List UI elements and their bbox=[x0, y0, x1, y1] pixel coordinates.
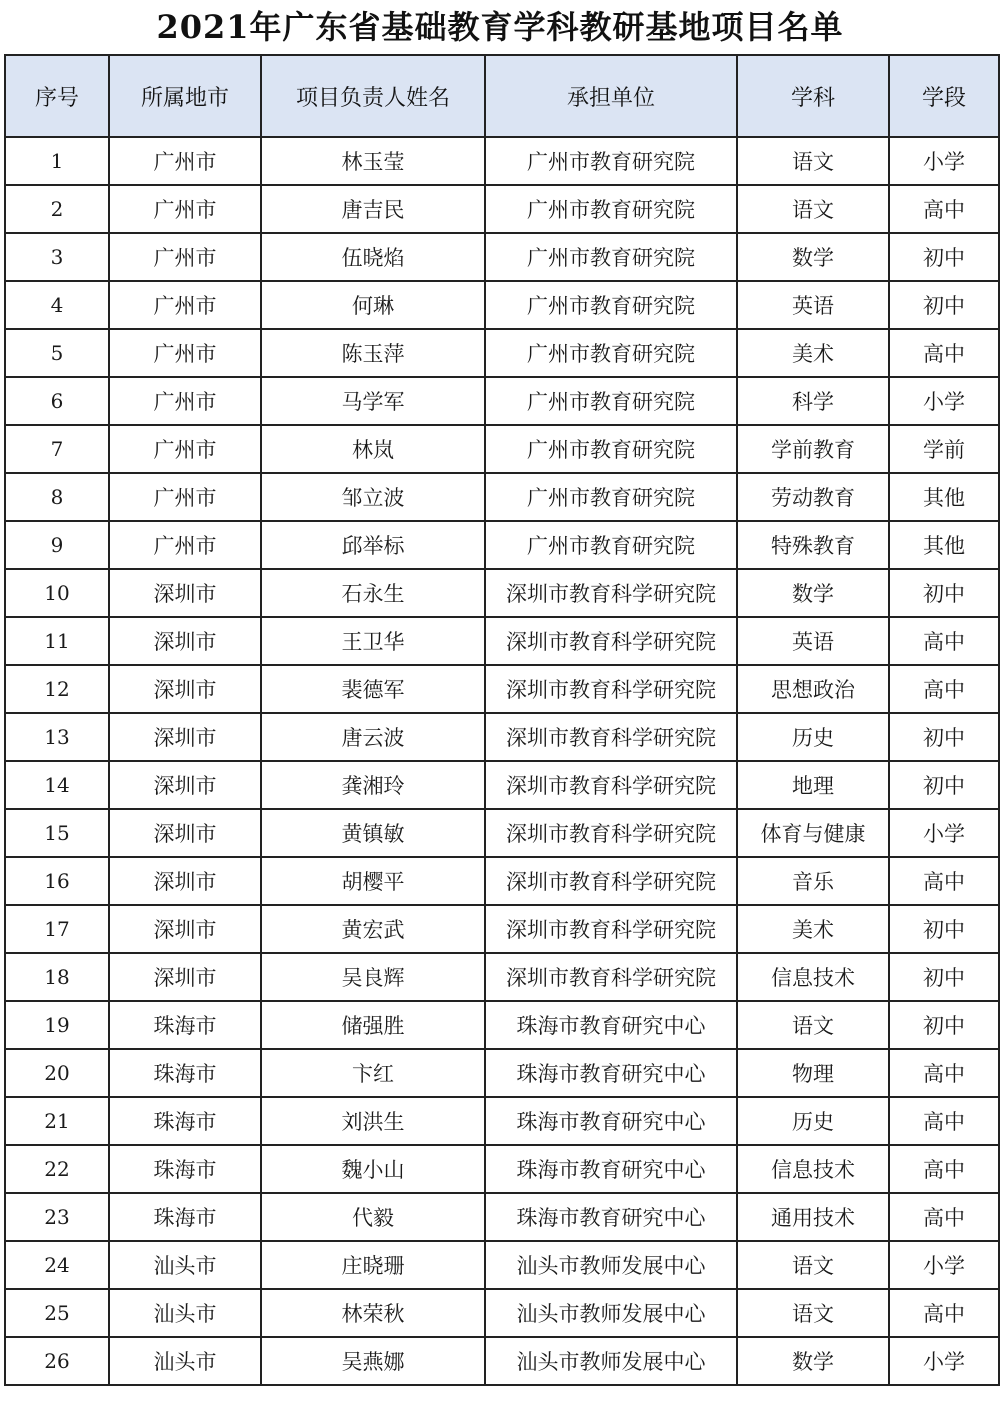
cell-leader-name: 吴良辉 bbox=[261, 953, 485, 1001]
table-header-row bbox=[5, 55, 999, 137]
cell-index: 6 bbox=[5, 377, 109, 425]
cell-stage: 初中 bbox=[889, 953, 999, 1001]
cell-stage: 高中 bbox=[889, 617, 999, 665]
cell-leader-name: 伍晓焰 bbox=[261, 233, 485, 281]
cell-city: 广州市 bbox=[109, 425, 261, 473]
table-row bbox=[5, 137, 999, 185]
cell-leader-name: 胡樱平 bbox=[261, 857, 485, 905]
cell-leader-name: 黄宏武 bbox=[261, 905, 485, 953]
cell-index: 21 bbox=[5, 1097, 109, 1145]
cell-stage: 小学 bbox=[889, 809, 999, 857]
cell-leader-name: 邱举标 bbox=[261, 521, 485, 569]
cell-leader-name: 陈玉萍 bbox=[261, 329, 485, 377]
cell-index: 18 bbox=[5, 953, 109, 1001]
header-stage: 学段 bbox=[889, 55, 999, 137]
cell-index: 4 bbox=[5, 281, 109, 329]
header-index: 序号 bbox=[5, 55, 109, 137]
cell-city: 汕头市 bbox=[109, 1337, 261, 1385]
cell-subject: 语文 bbox=[737, 1241, 889, 1289]
cell-stage: 初中 bbox=[889, 569, 999, 617]
cell-institution: 珠海市教育研究中心 bbox=[485, 1097, 737, 1145]
cell-city: 深圳市 bbox=[109, 857, 261, 905]
cell-city: 广州市 bbox=[109, 137, 261, 185]
table-row bbox=[5, 617, 999, 665]
cell-city: 广州市 bbox=[109, 329, 261, 377]
table-row bbox=[5, 377, 999, 425]
cell-institution: 广州市教育研究院 bbox=[485, 233, 737, 281]
cell-stage: 高中 bbox=[889, 1289, 999, 1337]
cell-subject: 历史 bbox=[737, 1097, 889, 1145]
cell-stage: 初中 bbox=[889, 713, 999, 761]
table-row bbox=[5, 713, 999, 761]
cell-institution: 珠海市教育研究中心 bbox=[485, 1049, 737, 1097]
cell-index: 14 bbox=[5, 761, 109, 809]
cell-leader-name: 林荣秋 bbox=[261, 1289, 485, 1337]
cell-index: 26 bbox=[5, 1337, 109, 1385]
cell-index: 2 bbox=[5, 185, 109, 233]
cell-institution: 广州市教育研究院 bbox=[485, 281, 737, 329]
cell-city: 广州市 bbox=[109, 473, 261, 521]
cell-institution: 珠海市教育研究中心 bbox=[485, 1001, 737, 1049]
table-row bbox=[5, 1001, 999, 1049]
cell-institution: 汕头市教师发展中心 bbox=[485, 1289, 737, 1337]
cell-subject: 特殊教育 bbox=[737, 521, 889, 569]
cell-leader-name: 黄镇敏 bbox=[261, 809, 485, 857]
cell-index: 22 bbox=[5, 1145, 109, 1193]
cell-city: 珠海市 bbox=[109, 1097, 261, 1145]
cell-index: 10 bbox=[5, 569, 109, 617]
cell-institution: 深圳市教育科学研究院 bbox=[485, 809, 737, 857]
cell-subject: 数学 bbox=[737, 569, 889, 617]
cell-city: 深圳市 bbox=[109, 569, 261, 617]
cell-subject: 语文 bbox=[737, 1289, 889, 1337]
cell-leader-name: 龚湘玲 bbox=[261, 761, 485, 809]
cell-city: 深圳市 bbox=[109, 761, 261, 809]
cell-leader-name: 王卫华 bbox=[261, 617, 485, 665]
table-row bbox=[5, 1145, 999, 1193]
cell-city: 广州市 bbox=[109, 233, 261, 281]
cell-stage: 小学 bbox=[889, 137, 999, 185]
cell-institution: 深圳市教育科学研究院 bbox=[485, 905, 737, 953]
table-row bbox=[5, 569, 999, 617]
cell-index: 9 bbox=[5, 521, 109, 569]
cell-stage: 学前 bbox=[889, 425, 999, 473]
cell-index: 20 bbox=[5, 1049, 109, 1097]
cell-leader-name: 石永生 bbox=[261, 569, 485, 617]
cell-index: 13 bbox=[5, 713, 109, 761]
cell-index: 17 bbox=[5, 905, 109, 953]
cell-leader-name: 刘洪生 bbox=[261, 1097, 485, 1145]
cell-subject: 语文 bbox=[737, 1001, 889, 1049]
cell-stage: 高中 bbox=[889, 665, 999, 713]
table-row bbox=[5, 521, 999, 569]
cell-index: 19 bbox=[5, 1001, 109, 1049]
cell-leader-name: 裴德军 bbox=[261, 665, 485, 713]
table-row bbox=[5, 857, 999, 905]
cell-subject: 数学 bbox=[737, 233, 889, 281]
cell-subject: 信息技术 bbox=[737, 1145, 889, 1193]
cell-leader-name: 林岚 bbox=[261, 425, 485, 473]
cell-city: 广州市 bbox=[109, 521, 261, 569]
cell-institution: 深圳市教育科学研究院 bbox=[485, 665, 737, 713]
cell-city: 广州市 bbox=[109, 281, 261, 329]
cell-stage: 小学 bbox=[889, 377, 999, 425]
cell-subject: 科学 bbox=[737, 377, 889, 425]
header-subject: 学科 bbox=[737, 55, 889, 137]
cell-stage: 高中 bbox=[889, 185, 999, 233]
cell-subject: 地理 bbox=[737, 761, 889, 809]
cell-subject: 历史 bbox=[737, 713, 889, 761]
cell-index: 25 bbox=[5, 1289, 109, 1337]
cell-index: 1 bbox=[5, 137, 109, 185]
cell-institution: 汕头市教师发展中心 bbox=[485, 1241, 737, 1289]
cell-leader-name: 卞红 bbox=[261, 1049, 485, 1097]
cell-leader-name: 马学军 bbox=[261, 377, 485, 425]
header-city: 所属地市 bbox=[109, 55, 261, 137]
table-row bbox=[5, 1289, 999, 1337]
cell-city: 深圳市 bbox=[109, 905, 261, 953]
cell-institution: 珠海市教育研究中心 bbox=[485, 1145, 737, 1193]
cell-subject: 英语 bbox=[737, 281, 889, 329]
cell-city: 汕头市 bbox=[109, 1289, 261, 1337]
table-row bbox=[5, 233, 999, 281]
project-list-table bbox=[4, 54, 1000, 1386]
table-row bbox=[5, 281, 999, 329]
cell-institution: 广州市教育研究院 bbox=[485, 329, 737, 377]
table-row bbox=[5, 473, 999, 521]
cell-subject: 美术 bbox=[737, 905, 889, 953]
table-row bbox=[5, 761, 999, 809]
cell-stage: 高中 bbox=[889, 329, 999, 377]
cell-institution: 广州市教育研究院 bbox=[485, 521, 737, 569]
page-title: 2021年广东省基础教育学科教研基地项目名单 bbox=[156, 8, 844, 46]
cell-stage: 高中 bbox=[889, 1049, 999, 1097]
cell-subject: 信息技术 bbox=[737, 953, 889, 1001]
table-row bbox=[5, 953, 999, 1001]
cell-city: 广州市 bbox=[109, 377, 261, 425]
header-leader-name: 项目负责人姓名 bbox=[261, 55, 485, 137]
cell-subject: 音乐 bbox=[737, 857, 889, 905]
cell-institution: 珠海市教育研究中心 bbox=[485, 1193, 737, 1241]
cell-stage: 小学 bbox=[889, 1241, 999, 1289]
cell-leader-name: 庄晓珊 bbox=[261, 1241, 485, 1289]
cell-subject: 通用技术 bbox=[737, 1193, 889, 1241]
cell-stage: 其他 bbox=[889, 473, 999, 521]
cell-subject: 物理 bbox=[737, 1049, 889, 1097]
cell-city: 珠海市 bbox=[109, 1193, 261, 1241]
table-row bbox=[5, 185, 999, 233]
cell-index: 8 bbox=[5, 473, 109, 521]
cell-institution: 深圳市教育科学研究院 bbox=[485, 713, 737, 761]
cell-stage: 高中 bbox=[889, 1097, 999, 1145]
cell-city: 珠海市 bbox=[109, 1145, 261, 1193]
cell-stage: 其他 bbox=[889, 521, 999, 569]
cell-subject: 学前教育 bbox=[737, 425, 889, 473]
cell-subject: 思想政治 bbox=[737, 665, 889, 713]
cell-index: 24 bbox=[5, 1241, 109, 1289]
cell-institution: 深圳市教育科学研究院 bbox=[485, 569, 737, 617]
cell-institution: 深圳市教育科学研究院 bbox=[485, 761, 737, 809]
cell-subject: 语文 bbox=[737, 185, 889, 233]
table-row bbox=[5, 1193, 999, 1241]
cell-institution: 深圳市教育科学研究院 bbox=[485, 953, 737, 1001]
cell-institution: 深圳市教育科学研究院 bbox=[485, 617, 737, 665]
cell-subject: 数学 bbox=[737, 1337, 889, 1385]
cell-index: 11 bbox=[5, 617, 109, 665]
cell-city: 深圳市 bbox=[109, 809, 261, 857]
cell-stage: 初中 bbox=[889, 905, 999, 953]
cell-institution: 广州市教育研究院 bbox=[485, 425, 737, 473]
cell-stage: 初中 bbox=[889, 1001, 999, 1049]
cell-leader-name: 代毅 bbox=[261, 1193, 485, 1241]
cell-leader-name: 吴燕娜 bbox=[261, 1337, 485, 1385]
cell-stage: 小学 bbox=[889, 1337, 999, 1385]
table-row bbox=[5, 905, 999, 953]
cell-city: 广州市 bbox=[109, 185, 261, 233]
cell-subject: 语文 bbox=[737, 137, 889, 185]
cell-city: 深圳市 bbox=[109, 953, 261, 1001]
cell-index: 12 bbox=[5, 665, 109, 713]
cell-stage: 高中 bbox=[889, 1145, 999, 1193]
cell-index: 15 bbox=[5, 809, 109, 857]
cell-city: 深圳市 bbox=[109, 665, 261, 713]
cell-subject: 美术 bbox=[737, 329, 889, 377]
cell-city: 深圳市 bbox=[109, 617, 261, 665]
table-row bbox=[5, 665, 999, 713]
cell-institution: 广州市教育研究院 bbox=[485, 377, 737, 425]
table-row bbox=[5, 329, 999, 377]
cell-institution: 广州市教育研究院 bbox=[485, 185, 737, 233]
cell-stage: 高中 bbox=[889, 857, 999, 905]
table-row bbox=[5, 1337, 999, 1385]
cell-leader-name: 唐云波 bbox=[261, 713, 485, 761]
cell-index: 3 bbox=[5, 233, 109, 281]
cell-stage: 初中 bbox=[889, 761, 999, 809]
cell-city: 深圳市 bbox=[109, 713, 261, 761]
cell-institution: 汕头市教师发展中心 bbox=[485, 1337, 737, 1385]
table-row bbox=[5, 809, 999, 857]
cell-subject: 劳动教育 bbox=[737, 473, 889, 521]
cell-stage: 高中 bbox=[889, 1193, 999, 1241]
cell-leader-name: 林玉莹 bbox=[261, 137, 485, 185]
cell-subject: 英语 bbox=[737, 617, 889, 665]
cell-index: 5 bbox=[5, 329, 109, 377]
table-row bbox=[5, 1241, 999, 1289]
table-row bbox=[5, 425, 999, 473]
cell-stage: 初中 bbox=[889, 281, 999, 329]
cell-leader-name: 储强胜 bbox=[261, 1001, 485, 1049]
cell-leader-name: 魏小山 bbox=[261, 1145, 485, 1193]
table-row bbox=[5, 1049, 999, 1097]
cell-stage: 初中 bbox=[889, 233, 999, 281]
cell-subject: 体育与健康 bbox=[737, 809, 889, 857]
cell-city: 珠海市 bbox=[109, 1049, 261, 1097]
table-body bbox=[5, 137, 999, 1385]
cell-city: 汕头市 bbox=[109, 1241, 261, 1289]
cell-institution: 广州市教育研究院 bbox=[485, 473, 737, 521]
cell-index: 16 bbox=[5, 857, 109, 905]
cell-city: 珠海市 bbox=[109, 1001, 261, 1049]
cell-leader-name: 何琳 bbox=[261, 281, 485, 329]
cell-institution: 广州市教育研究院 bbox=[485, 137, 737, 185]
cell-leader-name: 邹立波 bbox=[261, 473, 485, 521]
table-row bbox=[5, 1097, 999, 1145]
cell-leader-name: 唐吉民 bbox=[261, 185, 485, 233]
cell-index: 7 bbox=[5, 425, 109, 473]
cell-index: 23 bbox=[5, 1193, 109, 1241]
cell-institution: 深圳市教育科学研究院 bbox=[485, 857, 737, 905]
header-institution: 承担单位 bbox=[485, 55, 737, 137]
